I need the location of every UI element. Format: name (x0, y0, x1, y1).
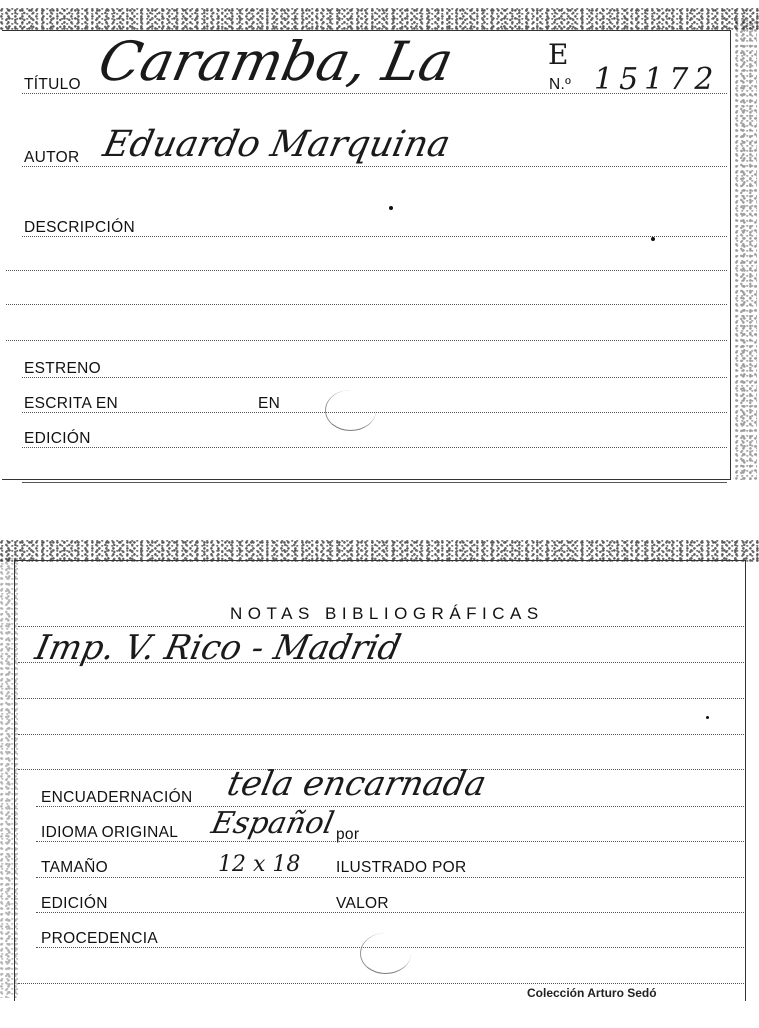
ruled-line (22, 377, 727, 378)
descripcion-label: DESCRIPCIÓN (24, 219, 135, 236)
por-label: por (336, 826, 360, 843)
idioma-value: Español (208, 806, 338, 841)
ruled-line (36, 912, 744, 913)
ruled-line (18, 626, 744, 627)
collection-footer: Colección Arturo Sedó (527, 986, 657, 1000)
autor-value: Eduardo Marquina (99, 124, 454, 165)
ruled-line (22, 482, 727, 483)
en-label: EN (258, 395, 281, 412)
ruled-line (6, 304, 727, 305)
ilustrado-label: ILUSTRADO POR (336, 859, 467, 876)
notes-line-1: Imp. V. Rico - Madrid (31, 628, 405, 668)
ink-speck (389, 206, 393, 210)
encuadernacion-value: tela encarnada (223, 764, 490, 804)
ruled-line (6, 270, 727, 271)
encuadernacion-label: ENCUADERNACIÓN (41, 789, 193, 806)
ruled-line (6, 340, 727, 341)
ruled-line (18, 734, 744, 735)
ruled-line (18, 698, 744, 699)
ruled-line (36, 877, 744, 878)
catalog-card-bottom (0, 538, 759, 1008)
numero-prefix: E (548, 38, 569, 71)
titulo-label: TÍTULO (24, 76, 81, 93)
scan-edge-texture (0, 8, 759, 30)
catalog-card-top (0, 0, 759, 500)
tamano-value: 12 x 18 (218, 852, 301, 877)
scan-edge-texture (0, 540, 759, 562)
titulo-value: Caramba, La (93, 30, 459, 93)
procedencia-label: PROCEDENCIA (41, 930, 158, 947)
tamano-label: TAMAÑO (41, 859, 108, 876)
ruled-line (22, 447, 727, 448)
idioma-label: IDIOMA ORIGINAL (41, 824, 179, 841)
autor-label: AUTOR (24, 149, 80, 166)
ruled-line (22, 166, 727, 167)
edicion-label-2: EDICIÓN (41, 895, 108, 912)
ink-speck (706, 716, 709, 719)
estreno-label: ESTRENO (24, 360, 102, 377)
numero-label: N.º (549, 76, 572, 93)
section-title: NOTAS BIBLIOGRÁFICAS (230, 604, 544, 623)
ink-smudge (360, 933, 411, 974)
edicion-label: EDICIÓN (24, 430, 91, 447)
ruled-line (18, 983, 744, 984)
scan-edge-texture-right (735, 20, 757, 480)
escrita-en-label: ESCRITA EN (24, 395, 119, 412)
numero-value: 15172 (594, 62, 720, 97)
ink-smudge (325, 390, 376, 431)
valor-label: VALOR (336, 895, 389, 912)
ink-speck (651, 237, 655, 241)
